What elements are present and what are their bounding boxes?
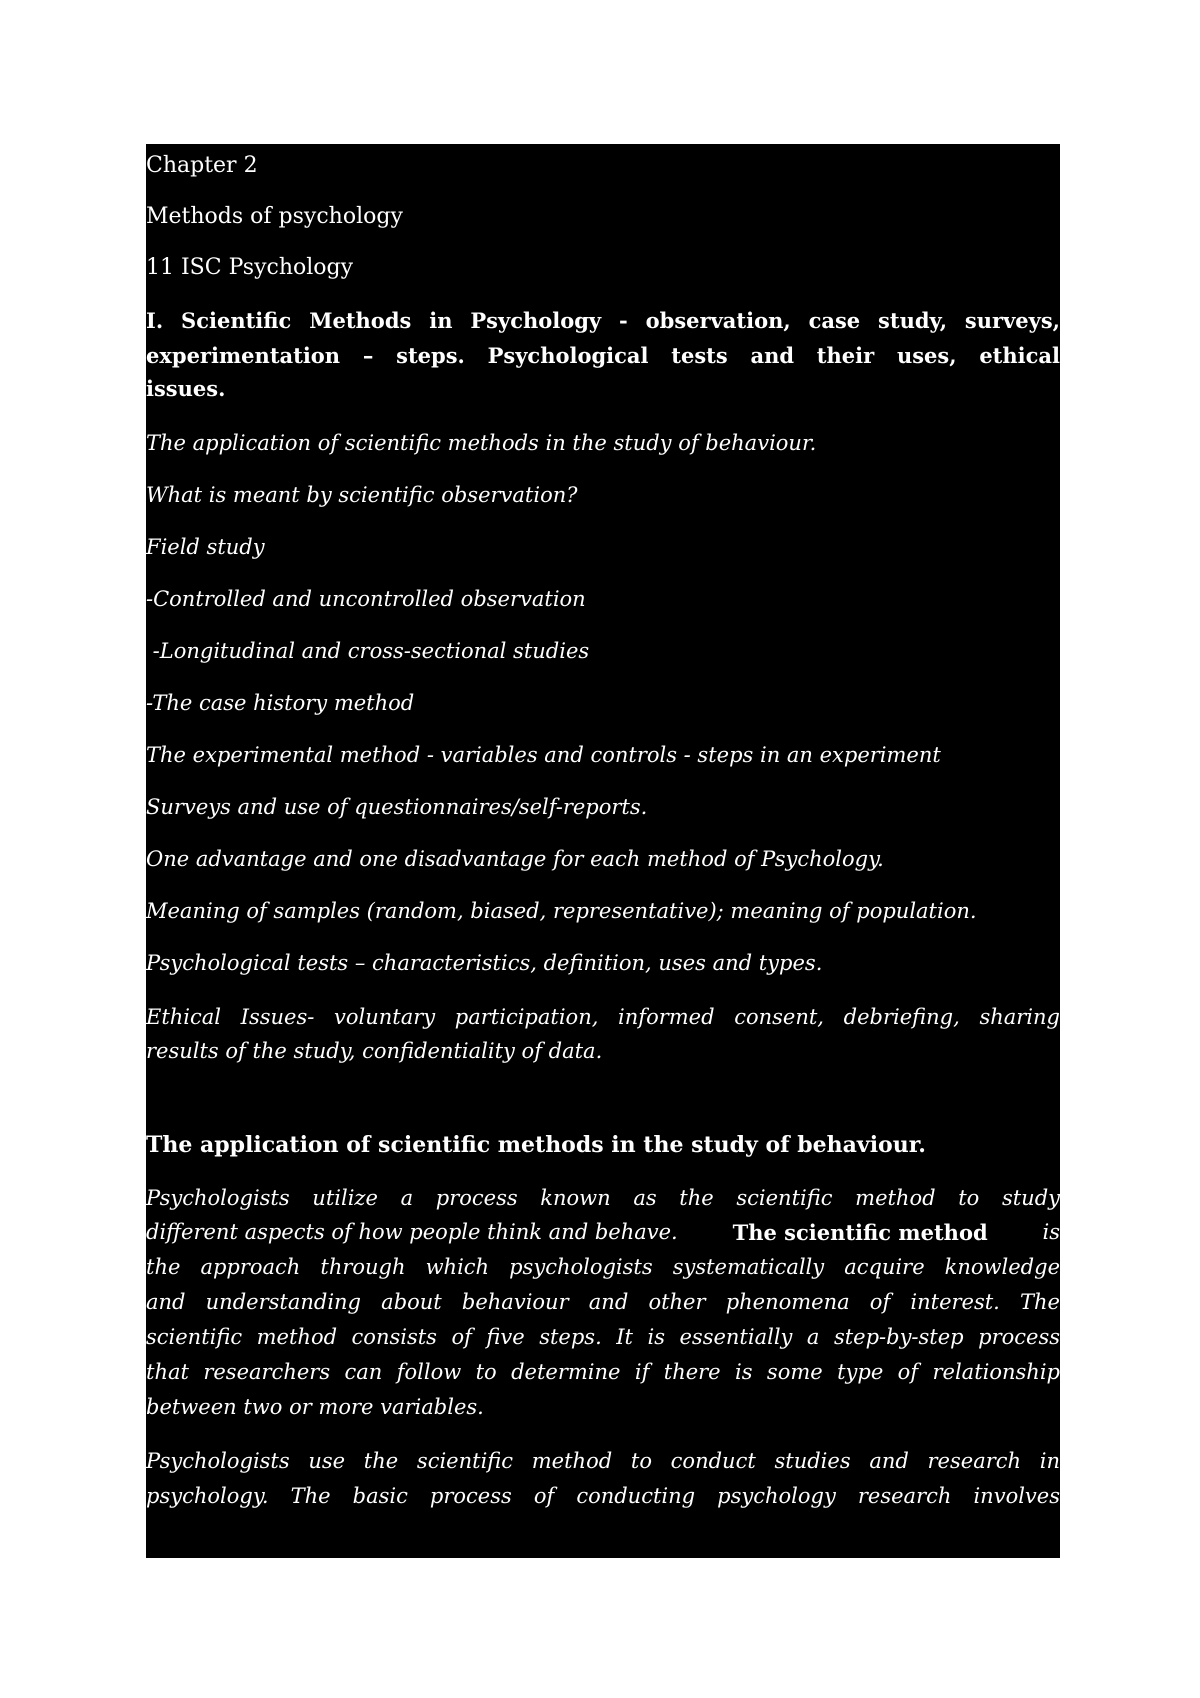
syllabus-item: Ethical Issues- voluntary participation, informed consent, debriefing, sharing: [146, 1005, 1060, 1029]
paragraph-line: Psychologists use the scientific method to conduct studies and research in: [146, 1449, 1060, 1473]
syllabus-topic-line-2: experimentation – steps. Psychological tests and their uses, ethical: [146, 343, 1060, 368]
syllabus-item: -The case history method: [146, 691, 415, 715]
text-block: [146, 144, 1060, 1558]
syllabus-item: results of the study, confidentiality of data.: [146, 1039, 603, 1063]
paragraph-emphasis: The scientific method: [732, 1220, 988, 1245]
paragraph-line: [146, 1215, 1060, 1250]
syllabus-item: -Controlled and uncontrolled observation: [146, 587, 586, 611]
syllabus-item: Field study: [146, 535, 265, 559]
paragraph-line: Psychologists utilize a process known as the scientific method to study: [146, 1186, 1060, 1210]
syllabus-item: The application of scientific methods in the study of behaviour.: [146, 431, 817, 455]
chapter-number: Chapter 2: [146, 153, 258, 178]
syllabus-item: What is meant by scientific observation?: [146, 483, 578, 507]
syllabus-topic-line-1: I. Scientific Methods in Psychology - observation, case study, surveys,: [146, 308, 1060, 333]
paragraph-line: scientific method consists of five steps. It is essentially a step-by-step process: [146, 1325, 1060, 1349]
paragraph-line: psychology. The basic process of conducting psychology research involves: [146, 1484, 1060, 1508]
syllabus-item: Meaning of samples (random, biased, representative); meaning of population.: [146, 899, 977, 923]
section-heading: The application of scientific methods in the study of behaviour.: [146, 1132, 926, 1158]
syllabus-item: One advantage and one disadvantage for each method of Psychology.: [146, 847, 884, 871]
course-name: 11 ISC Psychology: [146, 255, 354, 280]
paragraph-fragment: is: [1042, 1220, 1060, 1244]
chapter-title: Methods of psychology: [146, 204, 403, 229]
paragraph-line: that researchers can follow to determine if there is some type of relationship: [146, 1360, 1060, 1384]
paragraph-fragment: different aspects of how people think and behave.: [146, 1220, 678, 1244]
paragraph-line: between two or more variables.: [146, 1395, 484, 1419]
paragraph-line: and understanding about behaviour and other phenomena of interest. The: [146, 1290, 1060, 1314]
paragraph-line: the approach through which psychologists systematically acquire knowledge: [146, 1255, 1060, 1279]
syllabus-item: Psychological tests – characteristics, definition, uses and types.: [146, 951, 823, 975]
syllabus-item: -Longitudinal and cross-sectional studies: [146, 639, 590, 663]
syllabus-item: The experimental method - variables and controls - steps in an experiment: [146, 743, 941, 767]
syllabus-item: Surveys and use of questionnaires/self-reports.: [146, 795, 648, 819]
syllabus-topic-line-3: issues.: [146, 376, 226, 401]
